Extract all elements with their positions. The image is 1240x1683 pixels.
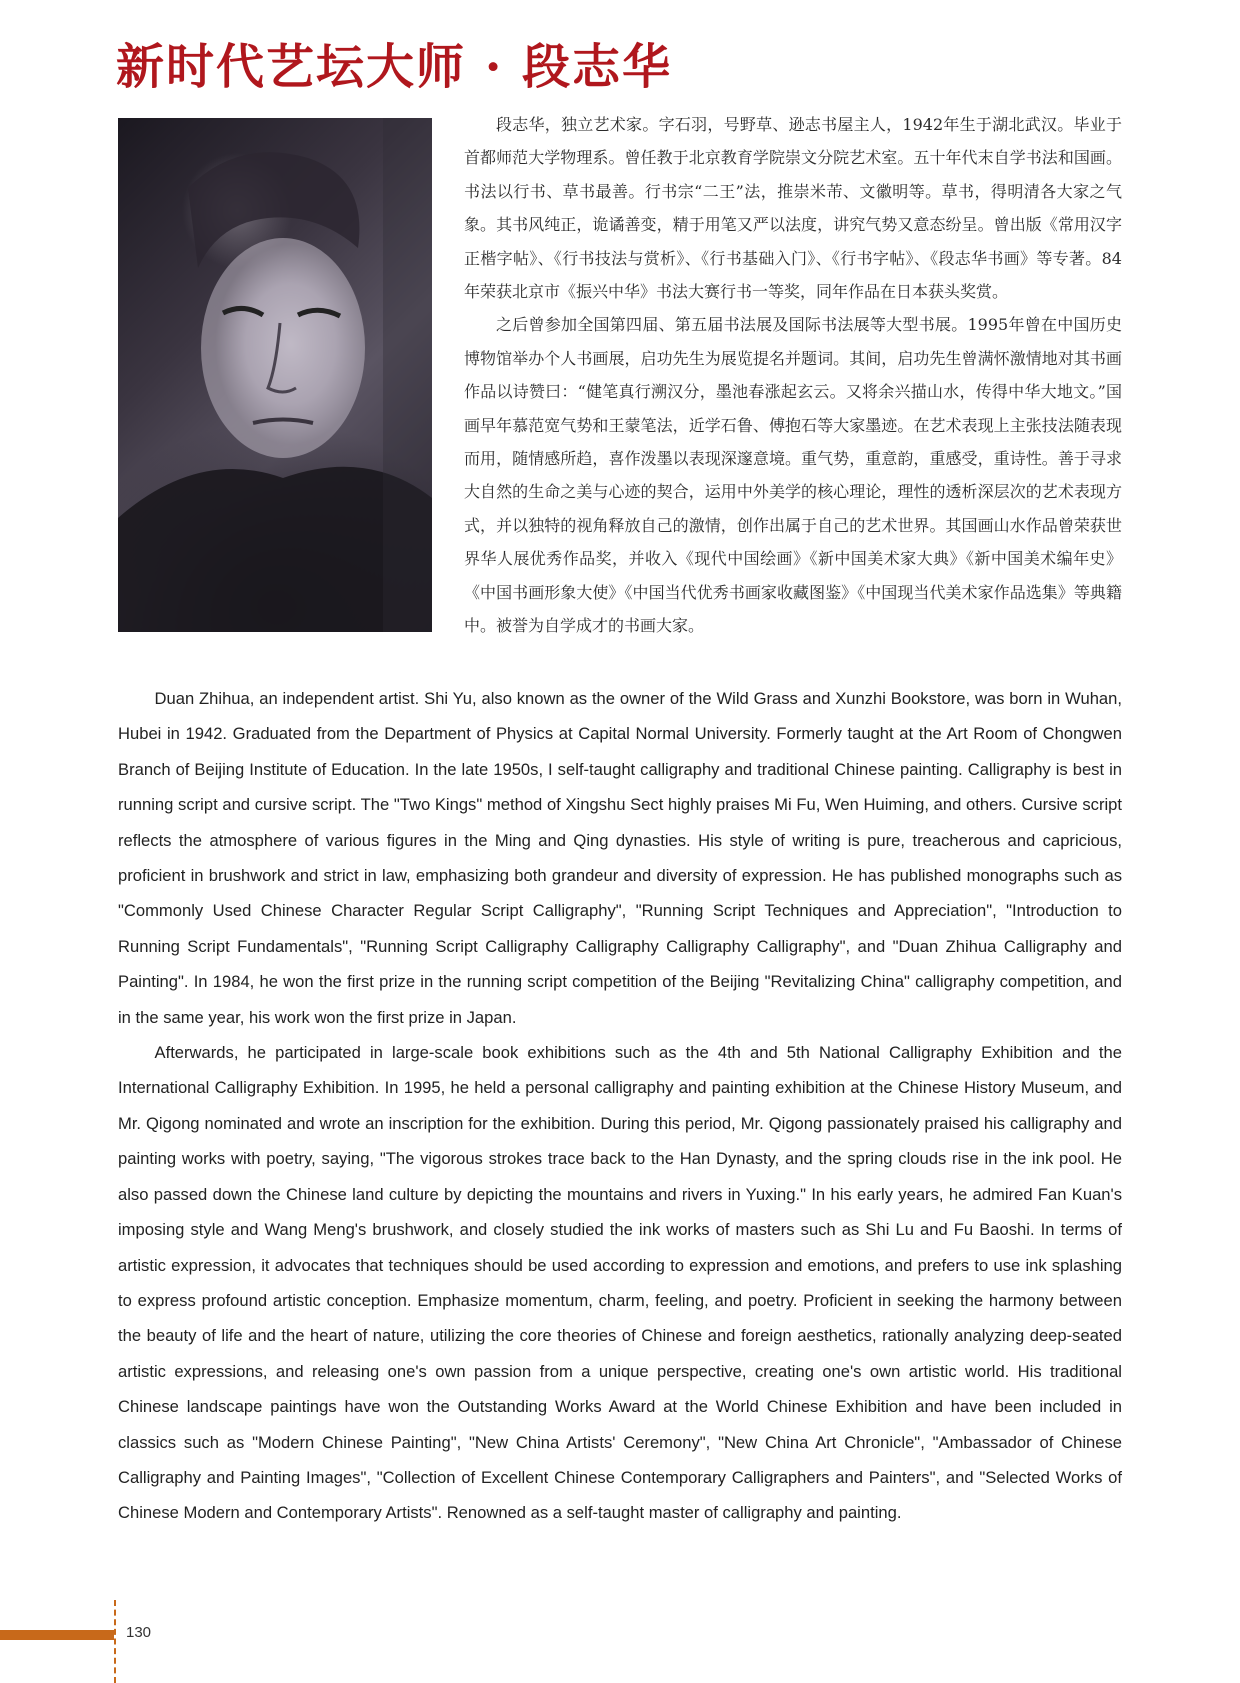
- page-number: 130: [126, 1624, 152, 1641]
- english-paragraph-2: Afterwards, he participated in large-scale book exhibitions such as the 4th and 5th National Calligraphy Exhibition and the International Calligraphy Exhibition. In 1995, he held a personal calligraphy and painting exhibition at the Chinese History Museum, and Mr. Qigong nominated and wrote an inscription for the exhibition. During this period, Mr. Qigong passionately praised his calligraphy and painting works with poetry, saying, "The vigorous strokes trace back to the Han Dynasty, and the spring clouds rise in the ink pool. He also passed down the Chinese land culture by depicting the mountains and rivers in Yuxing." In his early years, he admired Fan Kuan's imposing style and Wang Meng's brushwork, and closely studied the ink works of masters such as Shi Lu and Fu Baoshi. In terms of artistic expression, it advocates that techniques should be used according to expression and emotions, and prefers to use ink splashing to express profound artistic conception. Emphasize momentum, charm, feeling, and poetry. Proficient in seeking the harmony between the beauty of life and the heart of nature, utilizing the core theories of Chinese and foreign aesthetics, rationally analyzing deep-seated artistic expressions, and releasing one's own passion from a unique perspective, creating one's own artistic world. His traditional Chinese landscape paintings have won the Outstanding Works Award at the World Chinese Exhibition and have been included in classics such as "Modern Chinese Painting", "New China Artists' Ceremony", "New China Art Chronicle", "Ambassador of Chinese Calligraphy and Painting Images", "Collection of Excellent Chinese Contemporary Calligraphers and Painters", and "Selected Works of Chinese Modern and Contemporary Artists". Renowned as a self-taught master of calligraphy and painting.: [118, 1043, 1122, 1523]
- chinese-biography: [464, 108, 1122, 643]
- footer-dashed-divider: [114, 1600, 116, 1683]
- chinese-paragraph-2: 之后曾参加全国第四届、第五届书法展及国际书法展等大型书展。1995年曾在中国历史博物馆举办个人书画展，启功先生为展览提名并题词。其间，启功先生曾满怀激情地对其书画作品以诗赞曰：“健笔真行溯汉分，墨池春涨起玄云。又将余兴描山水，传得中华大地文。”国画早年慕范宽气势和王蒙笔法，近学石鲁、傅抱石等大家墨迹。在艺术表现上主张技法随表现而用，随情感所趋，喜作泼墨以表现深邃意境。重气势，重意韵，重感受，重诗性。善于寻求大自然的生命之美与心迹的契合，运用中外美学的核心理论，理性的透析深层次的艺术表现方式，并以独特的视角释放自己的激情，创作出属于自己的艺术世界。其国画山水作品曾荣获世界华人展优秀作品奖，并收入《现代中国绘画》《新中国美术家大典》《新中国美术编年史》《中国书画形象大使》《中国当代优秀书画家收藏图鉴》《中国现当代美术家作品选集》等典籍中。被誉为自学成才的书画大家。: [464, 315, 1122, 636]
- page-title: 新时代艺坛大师 · 段志华: [116, 39, 673, 95]
- english-paragraph-1: Duan Zhihua, an independent artist. Shi Yu, also known as the owner of the Wild Grass and Xunzhi Bookstore, was born in Wuhan, Hubei in 1942. Graduated from the Department of Physics at Capital Normal University. Formerly taught at the Art Room of Chongwen Branch of Beijing Institute of Education. In the late 1950s, I self-taught calligraphy and traditional Chinese painting. Calligraphy is best in running script and cursive script. The "Two Kings" method of Xingshu Sect highly praises Mi Fu, Wen Huiming, and others. Cursive script reflects the atmosphere of various figures in the Ming and Qing dynasties. His style of writing is pure, treacherous and capricious, proficient in brushwork and strict in law, emphasizing both grandeur and diversity of expression. He has published monographs such as "Commonly Used Chinese Character Regular Script Calligraphy", "Running Script Techniques and Appreciation", "Introduction to Running Script Fundamentals", "Running Script Calligraphy Calligraphy Calligraphy Calligraphy", and "Duan Zhihua Calligraphy and Painting". In 1984, he won the first prize in the running script competition of the Beijing "Revitalizing China" calligraphy competition, and in the same year, his work won the first prize in Japan.: [118, 689, 1122, 1027]
- portrait-shading: [118, 118, 432, 632]
- footer-accent-bar: [0, 1630, 114, 1640]
- chinese-paragraph-1: 段志华，独立艺术家。字石羽，号野草、逊志书屋主人，1942年生于湖北武汉。毕业于首都师范大学物理系。曾任教于北京教育学院崇文分院艺术室。五十年代末自学书法和国画。书法以行书、草书最善。行书宗“二王”法，推崇米芾、文徽明等。草书，得明清各大家之气象。其书风纯正，诡谲善变，精于用笔又严以法度，讲究气势又意态纷呈。曾出版《常用汉字正楷字帖》、《行书技法与赏析》、《行书基础入门》、《行书字帖》、《段志华书画》等专著。84年荣获北京市《振兴中华》书法大赛行书一等奖，同年作品在日本获头奖赏。: [464, 115, 1122, 302]
- english-biography: [118, 681, 1122, 1531]
- artist-portrait-photo: [118, 118, 432, 632]
